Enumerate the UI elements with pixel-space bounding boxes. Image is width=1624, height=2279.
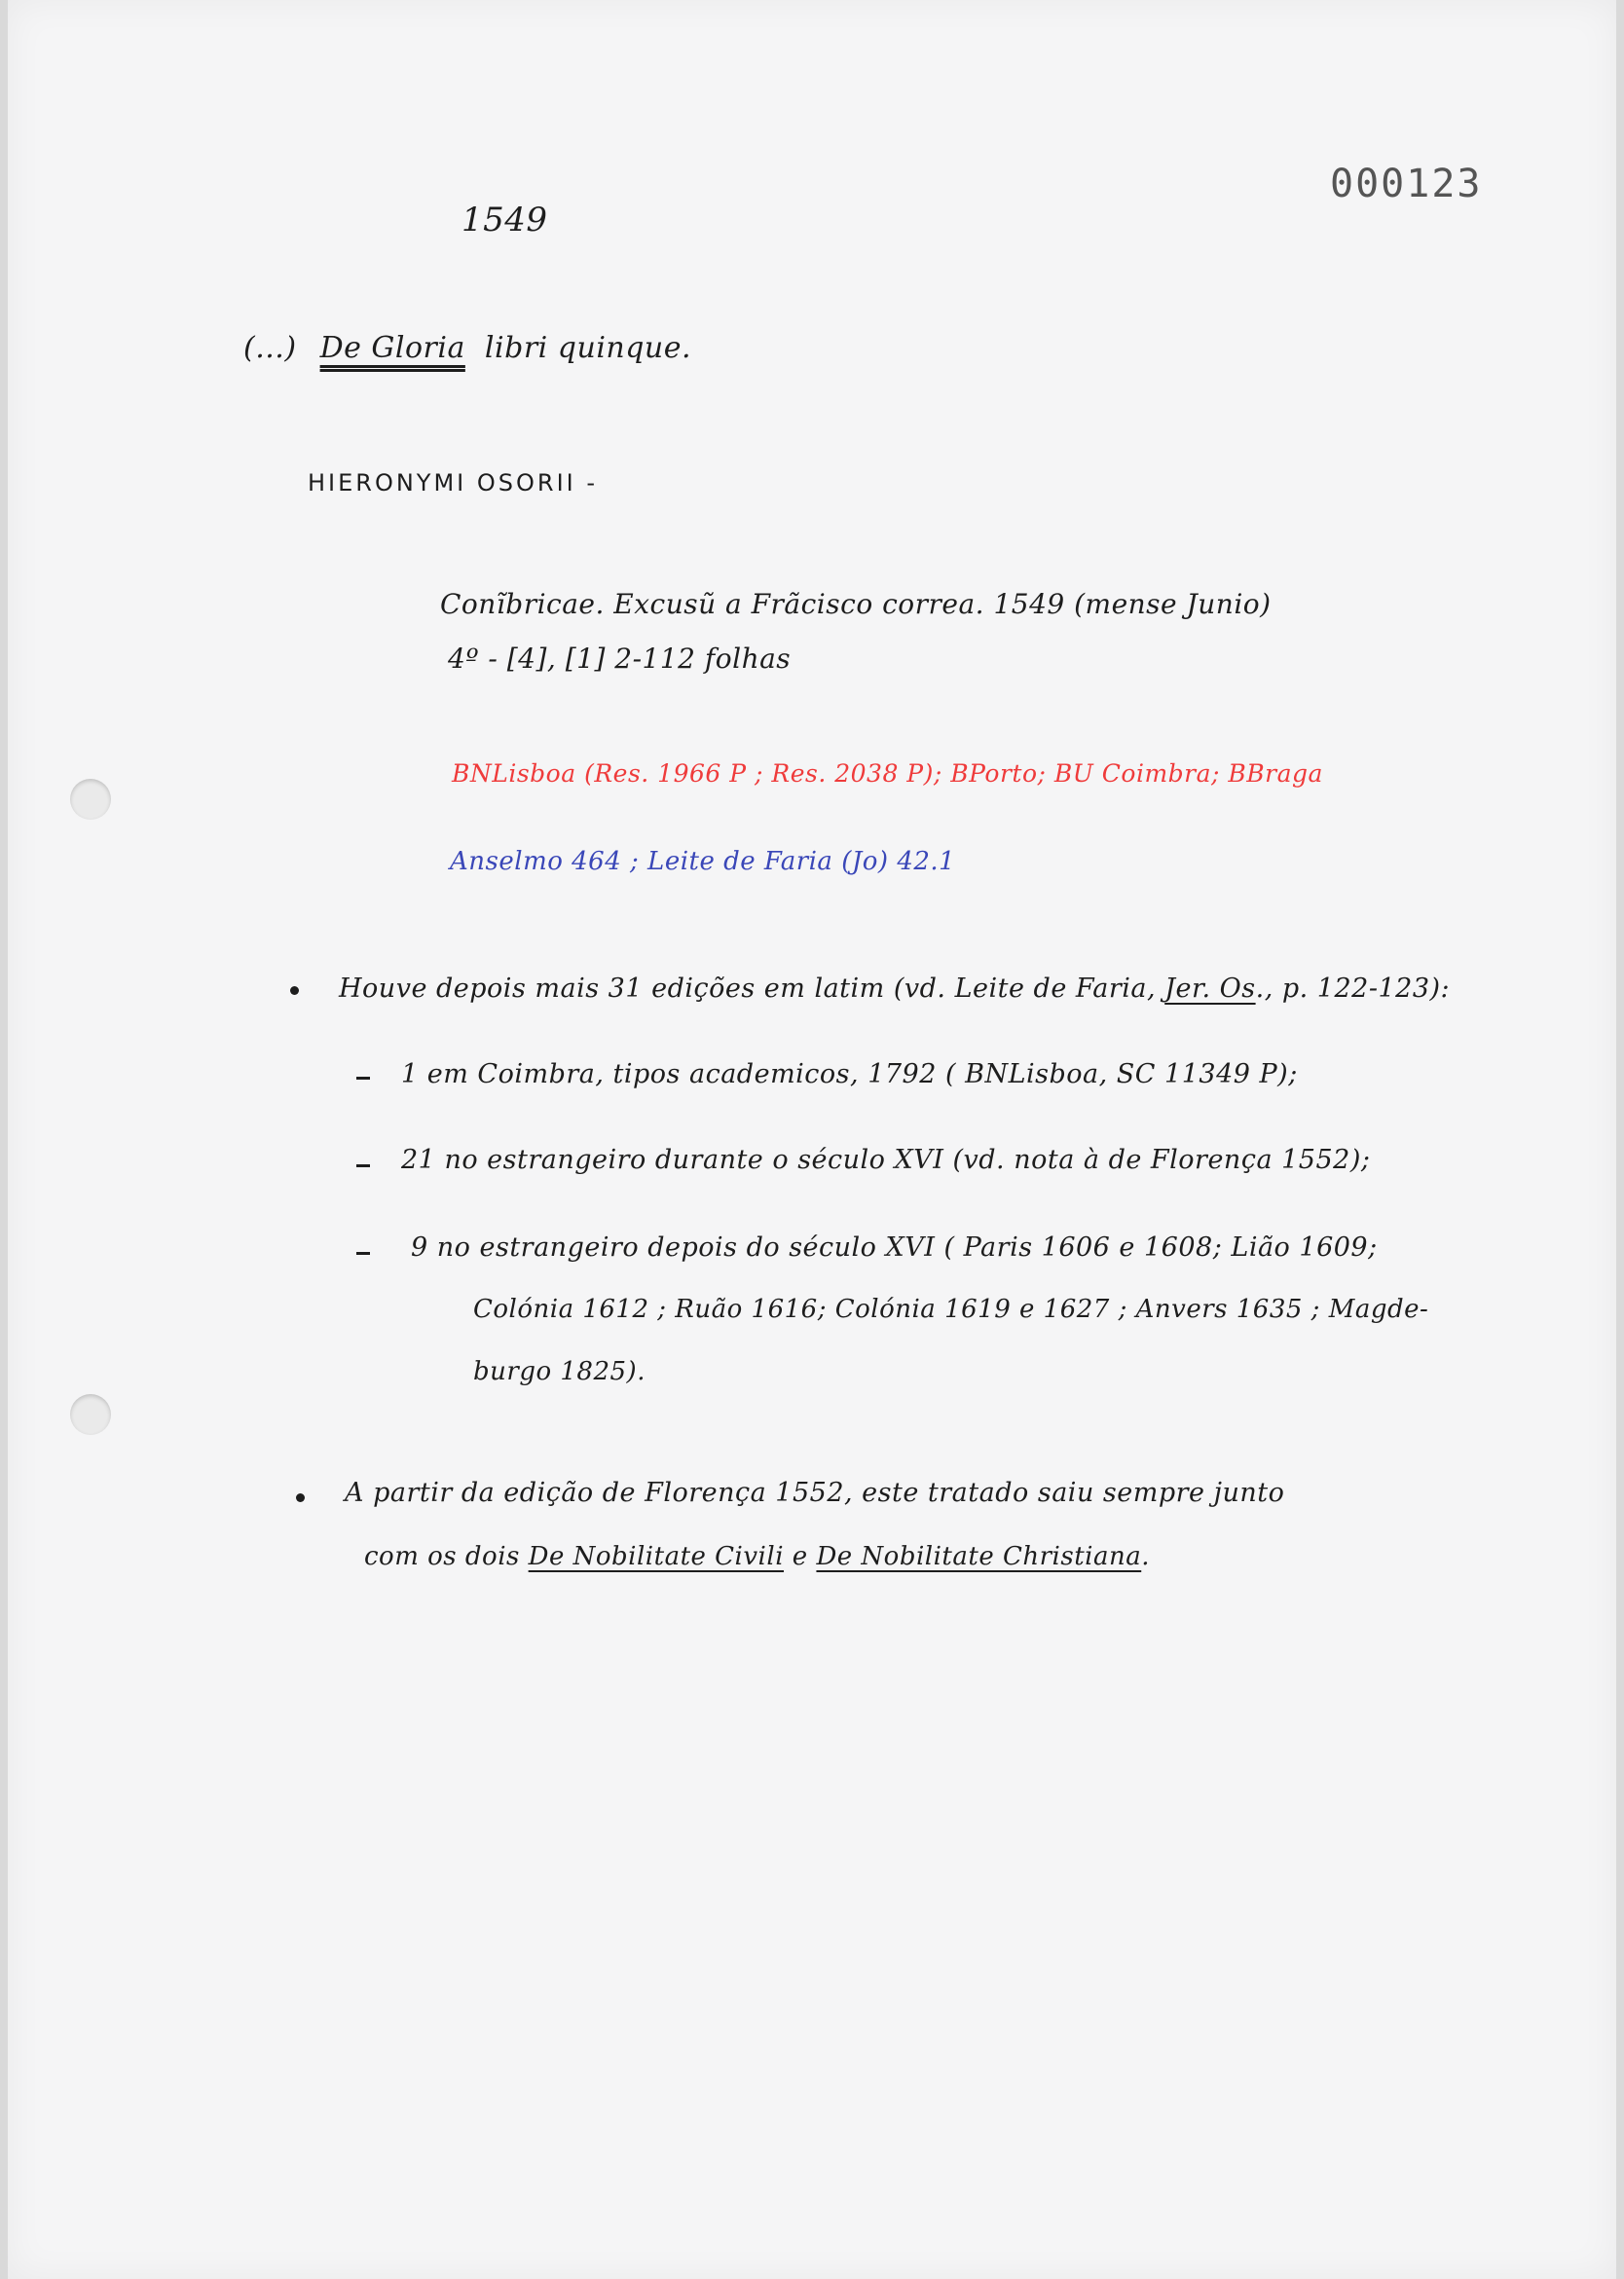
bullet-note-1	[290, 986, 299, 995]
work-de-nobilitate-christiana: De Nobilitate Christiana	[816, 1542, 1142, 1571]
dash-item-3	[356, 1252, 370, 1255]
note-1-item-3-continued-1: Colónia 1612 ; Ruão 1616; Colónia 1619 e 1627 ; Anvers 1635 ; Magde-	[473, 1295, 1429, 1324]
work-de-nobilitate-civili: De Nobilitate Civili	[528, 1542, 785, 1571]
document-page	[8, 0, 1616, 2279]
note-2-line-2	[364, 1542, 1150, 1571]
note-1-item-3: 9 no estrangeiro depois do século XVI ( Paris 1606 e 1608; Lião 1609;	[411, 1232, 1378, 1263]
title-line	[243, 331, 691, 365]
title-rest: libri quinque.	[484, 331, 692, 365]
note-1-intro-work: Jer. Os	[1164, 974, 1256, 1004]
note-1-intro	[339, 974, 1450, 1004]
note-1-intro-text: Houve depois mais 31 edições em latim (vd. Leite de Faria,	[339, 974, 1165, 1004]
bullet-note-2	[296, 1493, 305, 1502]
note-2-line-1: A partir da edição de Florença 1552, este tratado saiu sempre junto	[345, 1478, 1285, 1508]
note-1-item-3-continued-2: burgo 1825).	[473, 1357, 646, 1386]
references-line: Anselmo 464 ; Leite de Faria (Jo) 42.1	[450, 847, 956, 876]
note-2-line-2-start: com os dois	[364, 1542, 529, 1571]
punch-hole-bottom	[70, 1394, 111, 1435]
author-line: HIERONYMI OSORII -	[308, 469, 599, 496]
note-1-intro-pages: ., p. 122-123):	[1255, 974, 1451, 1004]
note-1-item-2: 21 no estrangeiro durante o século XVI (vd. nota à de Florença 1552);	[401, 1145, 1371, 1175]
holdings-line: BNLisboa (Res. 1966 P ; Res. 2038 P); BPorto; BU Coimbra; BBraga	[452, 759, 1323, 788]
year-heading: 1549	[461, 201, 548, 239]
imprint-line-1: Conĩbricae. Excusũ a Frãcisco correa. 1549 (mense Junio)	[440, 588, 1272, 620]
punch-hole-top	[70, 779, 111, 820]
title-name: De Gloria	[319, 331, 465, 365]
title-prefix: (...)	[243, 331, 297, 365]
dash-item-1	[356, 1077, 370, 1080]
imprint-line-2: 4º - [4], [1] 2-112 folhas	[448, 643, 792, 675]
note-2-line-2-end: .	[1141, 1542, 1150, 1571]
note-1-item-1: 1 em Coimbra, tipos academicos, 1792 ( BNLisboa, SC 11349 P);	[401, 1059, 1298, 1089]
dash-item-2	[356, 1164, 370, 1167]
archive-number-stamp: 000123	[1330, 162, 1483, 206]
note-2-line-2-conj: e	[784, 1542, 817, 1571]
